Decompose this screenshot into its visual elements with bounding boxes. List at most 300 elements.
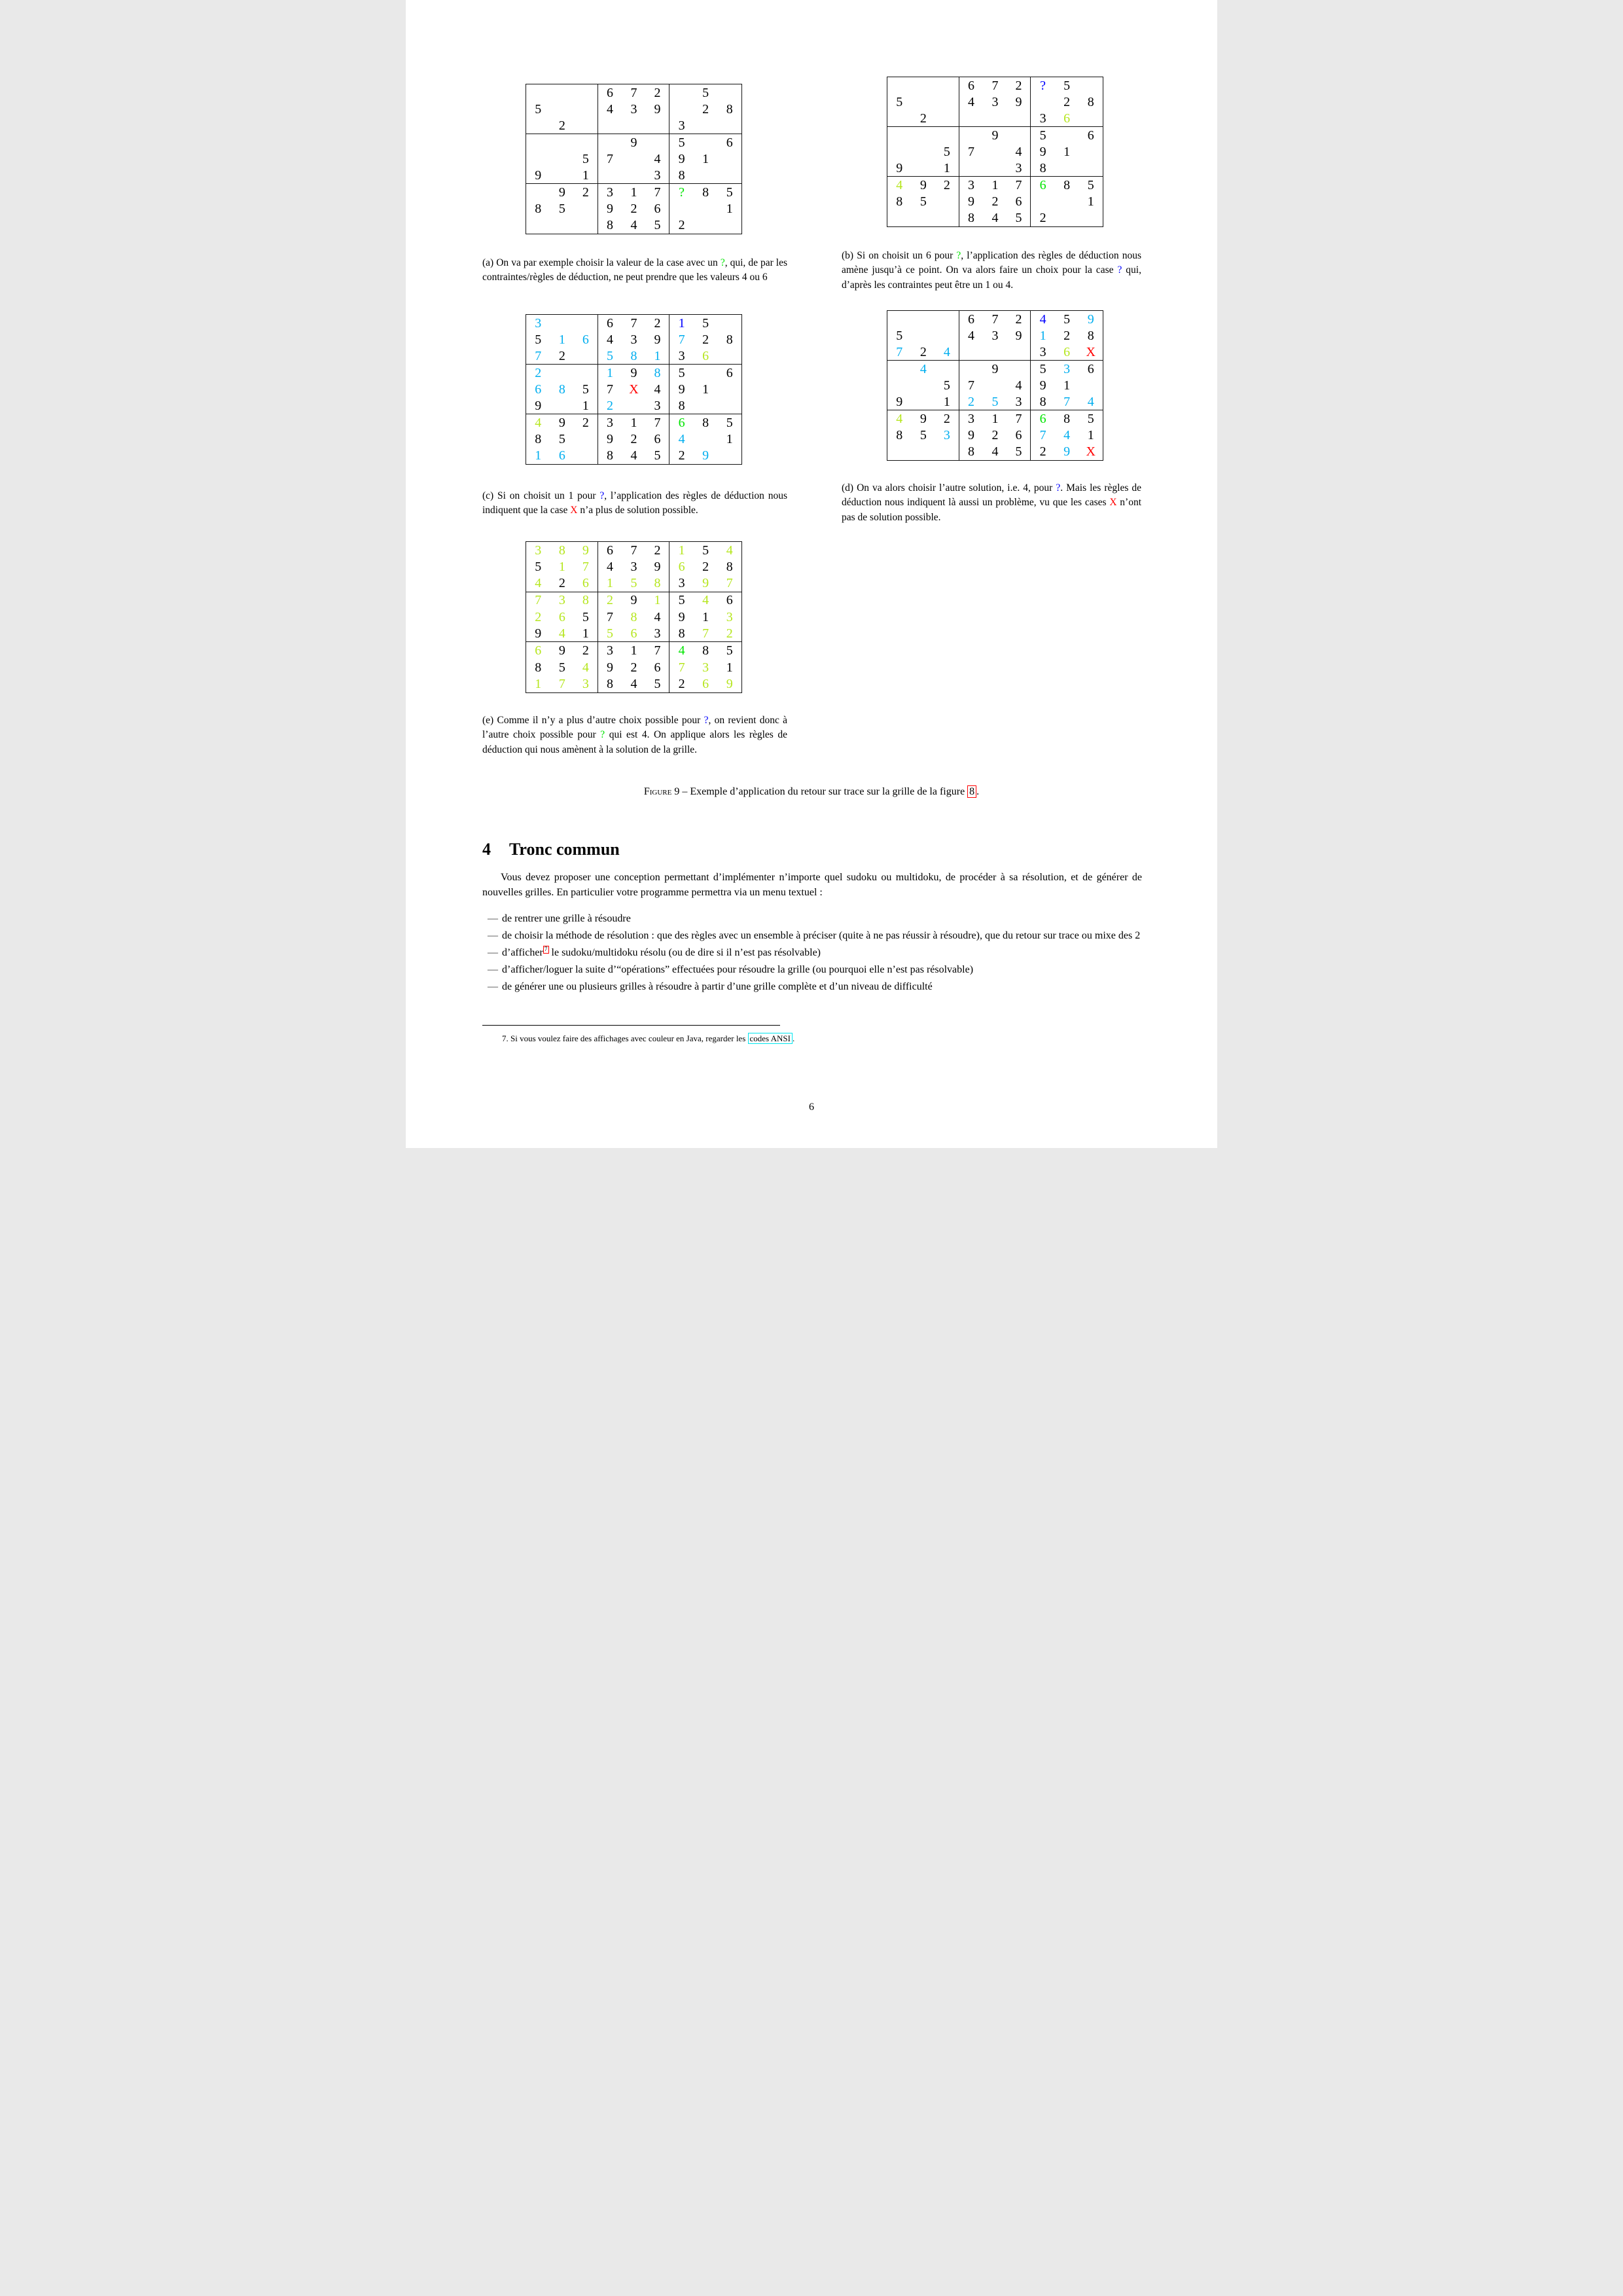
- sudoku-cell: 2: [1063, 94, 1071, 109]
- sudoku-cell: [574, 448, 598, 464]
- sudoku-cell: 8: [896, 194, 903, 209]
- text-segment: de rentrer une grille à résoudre: [502, 913, 631, 924]
- sudoku-cell: 8: [1087, 328, 1094, 343]
- sudoku-cell: 4: [919, 361, 927, 376]
- sudoku-cell: [694, 118, 718, 134]
- sudoku-cell: [598, 134, 622, 151]
- text-segment: ?: [1117, 264, 1122, 276]
- sudoku-cell: 2: [935, 177, 959, 193]
- sudoku-grid-c: [526, 314, 742, 465]
- sudoku-cell: 5: [919, 194, 927, 209]
- sudoku-cell: 5: [919, 427, 927, 442]
- sudoku-cell: 9: [919, 177, 927, 192]
- sudoku-cell: 9: [606, 431, 613, 446]
- sudoku-cell: 2: [991, 194, 999, 209]
- sudoku-cell: [959, 127, 984, 143]
- text-segment: (a) On va par exemple choisir la valeur de la case avec un: [482, 257, 721, 268]
- sudoku-cell: 3: [726, 609, 733, 624]
- sudoku-cell: 5: [983, 394, 1007, 410]
- sudoku-cell: 2: [535, 609, 542, 624]
- sudoku-cell: 1: [678, 543, 685, 558]
- sudoku-cell: 4: [646, 151, 670, 167]
- text-segment: 9 – Exemple d’application du retour sur trace sur la grille de la figure: [671, 786, 968, 797]
- sudoku-cell: [717, 151, 741, 167]
- sudoku-cell: 5: [598, 626, 622, 643]
- list-dash: —: [488, 963, 498, 975]
- sudoku-cell: 8: [574, 592, 598, 609]
- sudoku-cell: 4: [1007, 143, 1031, 160]
- text-segment: (b) Si on choisit un 6 pour: [842, 250, 957, 261]
- sudoku-cell: 8: [646, 575, 670, 592]
- sudoku-cell: 1: [574, 168, 598, 184]
- sudoku-cell: 9: [694, 575, 718, 592]
- sudoku-cell: 4: [606, 332, 613, 347]
- figure-caption: [482, 786, 1141, 798]
- sudoku-cell: 2: [630, 431, 637, 446]
- sudoku-cell: 2: [702, 332, 709, 347]
- sudoku-cell: 3: [646, 398, 670, 414]
- sudoku-cell: 6: [535, 643, 542, 658]
- sudoku-cell: X: [1086, 444, 1096, 459]
- sudoku-cell: 4: [606, 101, 613, 117]
- sudoku-cell: 7: [574, 559, 598, 576]
- sudoku-cell: 2: [702, 560, 709, 575]
- sudoku-cell: 9: [606, 660, 613, 675]
- sudoku-cell: 5: [574, 381, 598, 397]
- sudoku-cell: 4: [574, 659, 598, 676]
- sudoku-cell: 7: [967, 378, 974, 393]
- list-item-text: [502, 964, 973, 975]
- sudoku-cell: [887, 143, 912, 160]
- sudoku-cell: 5: [598, 348, 622, 365]
- sudoku-cell: 8: [606, 448, 613, 463]
- sudoku-cell: [526, 151, 550, 167]
- sudoku-cell: 4: [991, 444, 999, 459]
- sudoku-grid-e: [526, 541, 742, 693]
- sudoku-cell: 2: [598, 398, 622, 414]
- sudoku-cell: [935, 327, 959, 344]
- sudoku-cell: 5: [646, 675, 670, 692]
- sudoku-cell: 4: [967, 328, 974, 343]
- sudoku-cell: 1: [574, 626, 598, 643]
- section-number: 4: [482, 839, 491, 859]
- list-item-text: [502, 930, 1140, 941]
- sudoku-cell: 9: [887, 160, 912, 177]
- sudoku-cell: 3: [1063, 361, 1071, 376]
- sudoku-cell: 5: [702, 543, 709, 558]
- text-segment: ?: [1056, 482, 1061, 493]
- list-item: [482, 963, 1142, 978]
- sudoku-cell: [1055, 193, 1079, 209]
- sudoku-cell: 8: [967, 444, 974, 459]
- sudoku-cell: [550, 134, 575, 151]
- sudoku-cell: [935, 77, 959, 94]
- list-dash: —: [488, 913, 498, 924]
- footnote-rule: [482, 1025, 780, 1026]
- figure-8-reference-link[interactable]: 8: [967, 785, 976, 798]
- sudoku-cell: [694, 200, 718, 217]
- sudoku-cell: 4: [526, 575, 550, 592]
- sudoku-cell: 5: [702, 85, 709, 100]
- sudoku-cell: [887, 444, 912, 460]
- sudoku-cell: 2: [678, 448, 685, 463]
- sudoku-cell: 9: [967, 194, 974, 209]
- sudoku-cell: [550, 217, 575, 234]
- sudoku-cell: 9: [526, 398, 550, 414]
- sudoku-cell: 2: [574, 184, 598, 200]
- sudoku-cell: 5: [896, 328, 903, 343]
- text-segment: (c) Si on choisit un 1 pour: [482, 490, 600, 501]
- sudoku-cell: 4: [991, 211, 999, 226]
- sudoku-cell: 4: [535, 415, 542, 430]
- sudoku-cell: 5: [1063, 312, 1071, 327]
- sudoku-grid-a: [526, 84, 742, 234]
- sudoku-cell: [887, 111, 912, 127]
- sudoku-cell: [550, 151, 575, 167]
- sudoku-cell: [959, 361, 984, 377]
- sudoku-cell: [669, 101, 694, 117]
- sudoku-cell: 2: [630, 201, 637, 216]
- sudoku-cell: [912, 394, 936, 410]
- sudoku-cell: [526, 134, 550, 151]
- sudoku-cell: 1: [1087, 427, 1094, 442]
- text-segment: , l’application des règles de déduction nous indiquent que la case: [482, 490, 787, 516]
- sudoku-cell: [912, 143, 936, 160]
- sudoku-cell: 9: [991, 361, 999, 376]
- sudoku-cell: 5: [558, 431, 565, 446]
- sudoku-cell: 7: [535, 593, 542, 608]
- sudoku-cell: X: [1079, 344, 1103, 361]
- sudoku-cell: [526, 184, 550, 200]
- text-segment: d’afficher/loguer la suite d’“opérations” effectuées pour résoudre la grille (ou pourquoi elle n’est pas résolvable): [502, 963, 974, 975]
- sudoku-cell: 8: [702, 185, 709, 200]
- sudoku-cell: 5: [622, 575, 646, 592]
- sudoku-cell: 6: [622, 626, 646, 643]
- sudoku-cell: 9: [558, 415, 565, 430]
- text-segment: , l’application des règles de déduction nous amène jusqu’à ce point. On va alors faire un choix pour la case: [842, 250, 1141, 276]
- sudoku-cell: 7: [1007, 410, 1031, 427]
- sudoku-cell: [935, 444, 959, 460]
- sudoku-cell: 2: [630, 660, 637, 675]
- text-segment: . Mais les règles de déduction nous indiquent là aussi un problème, vu que les cases: [842, 482, 1141, 509]
- list-item: [482, 980, 1142, 995]
- sudoku-cell: 3: [1031, 344, 1055, 361]
- sudoku-cell: 1: [726, 660, 733, 675]
- sudoku-cell: [935, 311, 959, 327]
- sudoku-cell: [1079, 160, 1103, 177]
- sudoku-cell: 4: [702, 593, 709, 608]
- sudoku-cell: 9: [1039, 378, 1046, 393]
- sudoku-cell: [669, 200, 694, 217]
- sudoku-cell: 5: [1007, 210, 1031, 226]
- sudoku-cell: 5: [535, 101, 542, 117]
- sudoku-cell: 3: [535, 315, 542, 331]
- sudoku-cell: 5: [1007, 444, 1031, 460]
- sudoku-cell: [935, 127, 959, 143]
- sudoku-cell: 7: [606, 382, 613, 397]
- section-heading: [482, 840, 620, 859]
- sudoku-cell: 3: [535, 543, 542, 558]
- sudoku-cell: 6: [1087, 361, 1094, 376]
- sudoku-cell: 8: [669, 168, 694, 184]
- sudoku-cell: [622, 151, 646, 167]
- text-segment: n’a plus de solution possible.: [577, 505, 698, 516]
- sudoku-cell: 2: [606, 593, 613, 608]
- sudoku-cell: 1: [726, 201, 733, 216]
- sudoku-cell: 7: [646, 642, 670, 659]
- sudoku-cell: 4: [646, 609, 670, 626]
- sudoku-cell: 3: [967, 177, 974, 192]
- sudoku-cell: 7: [694, 626, 718, 643]
- subcaption-a: [482, 256, 787, 285]
- sudoku-cell: 4: [630, 218, 637, 233]
- list-item-text: [502, 913, 631, 924]
- sudoku-cell: 4: [606, 560, 613, 575]
- sudoku-cell: [574, 200, 598, 217]
- subcaption-b: [842, 249, 1141, 293]
- sudoku-cell: [935, 111, 959, 127]
- text-segment: n’ont pas de solution possible.: [842, 497, 1142, 523]
- sudoku-cell: 2: [535, 365, 542, 380]
- sudoku-cell: 1: [646, 348, 670, 365]
- sudoku-cell: 1: [1087, 194, 1094, 209]
- sudoku-cell: 6: [967, 312, 974, 327]
- sudoku-cell: 7: [991, 78, 999, 93]
- sudoku-cell: 7: [526, 348, 550, 365]
- sudoku-cell: [694, 431, 718, 447]
- sudoku-cell: [574, 431, 598, 447]
- menu-item-list: [482, 912, 1142, 996]
- sudoku-cell: 6: [694, 348, 718, 365]
- sudoku-cell: 8: [606, 677, 613, 692]
- sudoku-cell: [598, 118, 622, 134]
- sudoku-cell: 4: [678, 431, 685, 446]
- list-item: [482, 912, 1142, 927]
- sudoku-cell: 1: [630, 415, 637, 430]
- sudoku-cell: 1: [630, 185, 637, 200]
- sudoku-cell: 1: [1039, 328, 1046, 343]
- sudoku-cell: 4: [896, 411, 903, 426]
- sudoku-cell: 2: [702, 101, 709, 117]
- sudoku-cell: ?: [1040, 78, 1046, 93]
- sudoku-cell: 9: [574, 542, 598, 559]
- sudoku-cell: 9: [678, 151, 685, 166]
- sudoku-cell: 5: [935, 377, 959, 393]
- sudoku-cell: 5: [535, 332, 542, 347]
- list-dash: —: [488, 946, 498, 958]
- sudoku-cell: 7: [1055, 394, 1079, 410]
- text-segment: , qui, de par les contraintes/règles de déduction, ne peut prendre que les valeurs 4 ou 6: [482, 257, 787, 283]
- sudoku-cell: 3: [935, 427, 959, 443]
- sudoku-cell: 6: [646, 659, 670, 676]
- sudoku-cell: 9: [630, 135, 637, 150]
- sudoku-cell: 5: [535, 560, 542, 575]
- sudoku-cell: 1: [702, 609, 709, 624]
- sudoku-cell: 3: [606, 185, 613, 200]
- sudoku-cell: 6: [606, 315, 613, 331]
- footnote-7-reference-link[interactable]: 7: [544, 946, 548, 954]
- sudoku-cell: 9: [630, 365, 637, 380]
- sudoku-cell: 3: [1031, 111, 1055, 127]
- sudoku-cell: [1007, 111, 1031, 127]
- codes-ansi-link[interactable]: codes ANSI: [748, 1033, 793, 1044]
- sudoku-cell: 1: [574, 398, 598, 414]
- sudoku-cell: 6: [1087, 128, 1094, 143]
- sudoku-cell: 2: [717, 626, 741, 643]
- sudoku-cell: 1: [935, 160, 959, 177]
- sudoku-cell: 4: [550, 626, 575, 643]
- sudoku-cell: 7: [606, 609, 613, 624]
- sudoku-cell: 5: [726, 185, 733, 200]
- sudoku-cell: 2: [959, 394, 984, 410]
- sudoku-cell: [1031, 193, 1055, 209]
- sudoku-cell: 6: [1007, 193, 1031, 209]
- sudoku-cell: [1079, 111, 1103, 127]
- sudoku-cell: 2: [550, 575, 575, 592]
- sudoku-cell: 6: [535, 382, 542, 397]
- sudoku-cell: [887, 377, 912, 393]
- list-dash: —: [488, 980, 498, 992]
- sudoku-cell: 8: [669, 398, 694, 414]
- sudoku-cell: ?: [679, 185, 685, 200]
- sudoku-cell: 5: [678, 135, 685, 150]
- sudoku-cell: 7: [678, 332, 685, 347]
- sudoku-cell: 8: [896, 427, 903, 442]
- sudoku-cell: 9: [919, 411, 927, 426]
- sudoku-cell: 6: [558, 609, 565, 624]
- sudoku-cell: [694, 365, 718, 381]
- sudoku-cell: [717, 168, 741, 184]
- sudoku-cell: 6: [606, 85, 613, 100]
- sudoku-cell: 5: [558, 201, 565, 216]
- sudoku-cell: 9: [630, 593, 637, 608]
- sudoku-cell: 7: [646, 184, 670, 200]
- sudoku-cell: 3: [991, 94, 999, 109]
- sudoku-cell: 4: [967, 94, 974, 109]
- sudoku-cell: 7: [630, 315, 637, 331]
- sudoku-cell: [526, 118, 550, 134]
- sudoku-cell: [669, 84, 694, 101]
- sudoku-cell: 8: [669, 626, 694, 643]
- intro-paragraph: Vous devez proposer une conception permettant d’implémenter n’importe quel sudoku ou multidoku, de procéder à sa résolution, et de générer de nouvelles grilles. En particulier votre programme permettra via un menu textuel :: [482, 872, 1142, 898]
- sudoku-cell: [912, 127, 936, 143]
- sudoku-cell: X: [629, 382, 639, 397]
- sudoku-cell: 4: [1007, 377, 1031, 393]
- sudoku-cell: 7: [1039, 427, 1046, 442]
- sudoku-cell: 1: [630, 643, 637, 658]
- sudoku-cell: [574, 84, 598, 101]
- sudoku-cell: 3: [669, 575, 694, 592]
- sudoku-cell: 1: [558, 332, 565, 347]
- sudoku-cell: 9: [646, 101, 670, 117]
- sudoku-cell: 9: [526, 626, 550, 643]
- sudoku-cell: 6: [967, 78, 974, 93]
- sudoku-cell: [912, 160, 936, 177]
- sudoku-cell: [550, 365, 575, 381]
- text-segment: Figure: [643, 786, 672, 797]
- sudoku-cell: [574, 101, 598, 117]
- sudoku-cell: 3: [630, 101, 637, 117]
- sudoku-cell: 2: [991, 427, 999, 442]
- sudoku-cell: [1031, 94, 1055, 110]
- sudoku-cell: 6: [726, 135, 733, 150]
- sudoku-cell: 6: [574, 575, 598, 592]
- sudoku-cell: 6: [606, 543, 613, 558]
- sudoku-cell: [550, 84, 575, 101]
- sudoku-cell: 1: [558, 560, 565, 575]
- sudoku-cell: 1: [1063, 144, 1071, 159]
- sudoku-cell: 7: [967, 144, 974, 159]
- sudoku-cell: 2: [646, 315, 670, 331]
- sudoku-cell: 5: [1087, 177, 1094, 192]
- sudoku-cell: 9: [1007, 94, 1031, 110]
- sudoku-cell: 6: [702, 677, 709, 692]
- sudoku-cell: 7: [646, 414, 670, 431]
- sudoku-cell: [717, 217, 741, 234]
- sudoku-cell: 6: [678, 415, 685, 430]
- sudoku-cell: 9: [1007, 327, 1031, 344]
- subcaption-c: [482, 489, 787, 518]
- text-segment: qui, d’après les contraintes peut être un 1 ou 4.: [842, 264, 1141, 291]
- sudoku-cell: [1055, 127, 1079, 143]
- sudoku-cell: [983, 344, 1007, 361]
- sudoku-cell: 2: [912, 111, 936, 127]
- list-item-text: [502, 947, 821, 958]
- text-segment: le sudoku/multidoku résolu (ou de dire si il n’est pas résolvable): [548, 946, 821, 958]
- sudoku-cell: 2: [678, 218, 685, 233]
- sudoku-cell: [983, 160, 1007, 177]
- sudoku-cell: 6: [646, 200, 670, 217]
- text-segment: d’afficher: [502, 946, 543, 958]
- sudoku-cell: 9: [678, 609, 685, 624]
- subcaption-d: [842, 481, 1141, 525]
- text-segment: X: [1109, 497, 1117, 509]
- sudoku-cell: 6: [574, 331, 598, 348]
- sudoku-cell: 5: [935, 143, 959, 160]
- sudoku-cell: 3: [669, 118, 694, 134]
- sudoku-cell: 9: [526, 168, 550, 184]
- sudoku-cell: 6: [1055, 111, 1079, 127]
- sudoku-cell: 8: [726, 101, 733, 117]
- sudoku-cell: 6: [1039, 411, 1046, 426]
- sudoku-cell: [622, 398, 646, 414]
- sudoku-cell: 3: [606, 415, 613, 430]
- sudoku-cell: [887, 77, 912, 94]
- sudoku-cell: [574, 315, 598, 331]
- sudoku-cell: 4: [646, 381, 670, 397]
- sudoku-cell: 1: [702, 151, 709, 166]
- sudoku-cell: [983, 377, 1007, 393]
- sudoku-cell: 6: [726, 593, 733, 608]
- sudoku-cell: 3: [967, 411, 974, 426]
- sudoku-cell: 6: [558, 448, 565, 463]
- sudoku-cell: 9: [1039, 144, 1046, 159]
- sudoku-cell: [1079, 210, 1103, 226]
- sudoku-cell: 2: [678, 677, 685, 692]
- sudoku-grid-b: [887, 77, 1103, 227]
- subcaption-e: [482, 713, 787, 757]
- sudoku-cell: 4: [630, 448, 637, 463]
- sudoku-cell: 8: [535, 431, 542, 446]
- sudoku-cell: 1: [535, 448, 542, 463]
- sudoku-cell: 8: [1063, 411, 1071, 426]
- sudoku-cell: 6: [1039, 177, 1046, 192]
- sudoku-cell: 2: [646, 542, 670, 559]
- sudoku-cell: 8: [1087, 94, 1094, 109]
- sudoku-cell: 8: [726, 332, 733, 347]
- sudoku-cell: 3: [574, 675, 598, 692]
- sudoku-cell: 8: [726, 560, 733, 575]
